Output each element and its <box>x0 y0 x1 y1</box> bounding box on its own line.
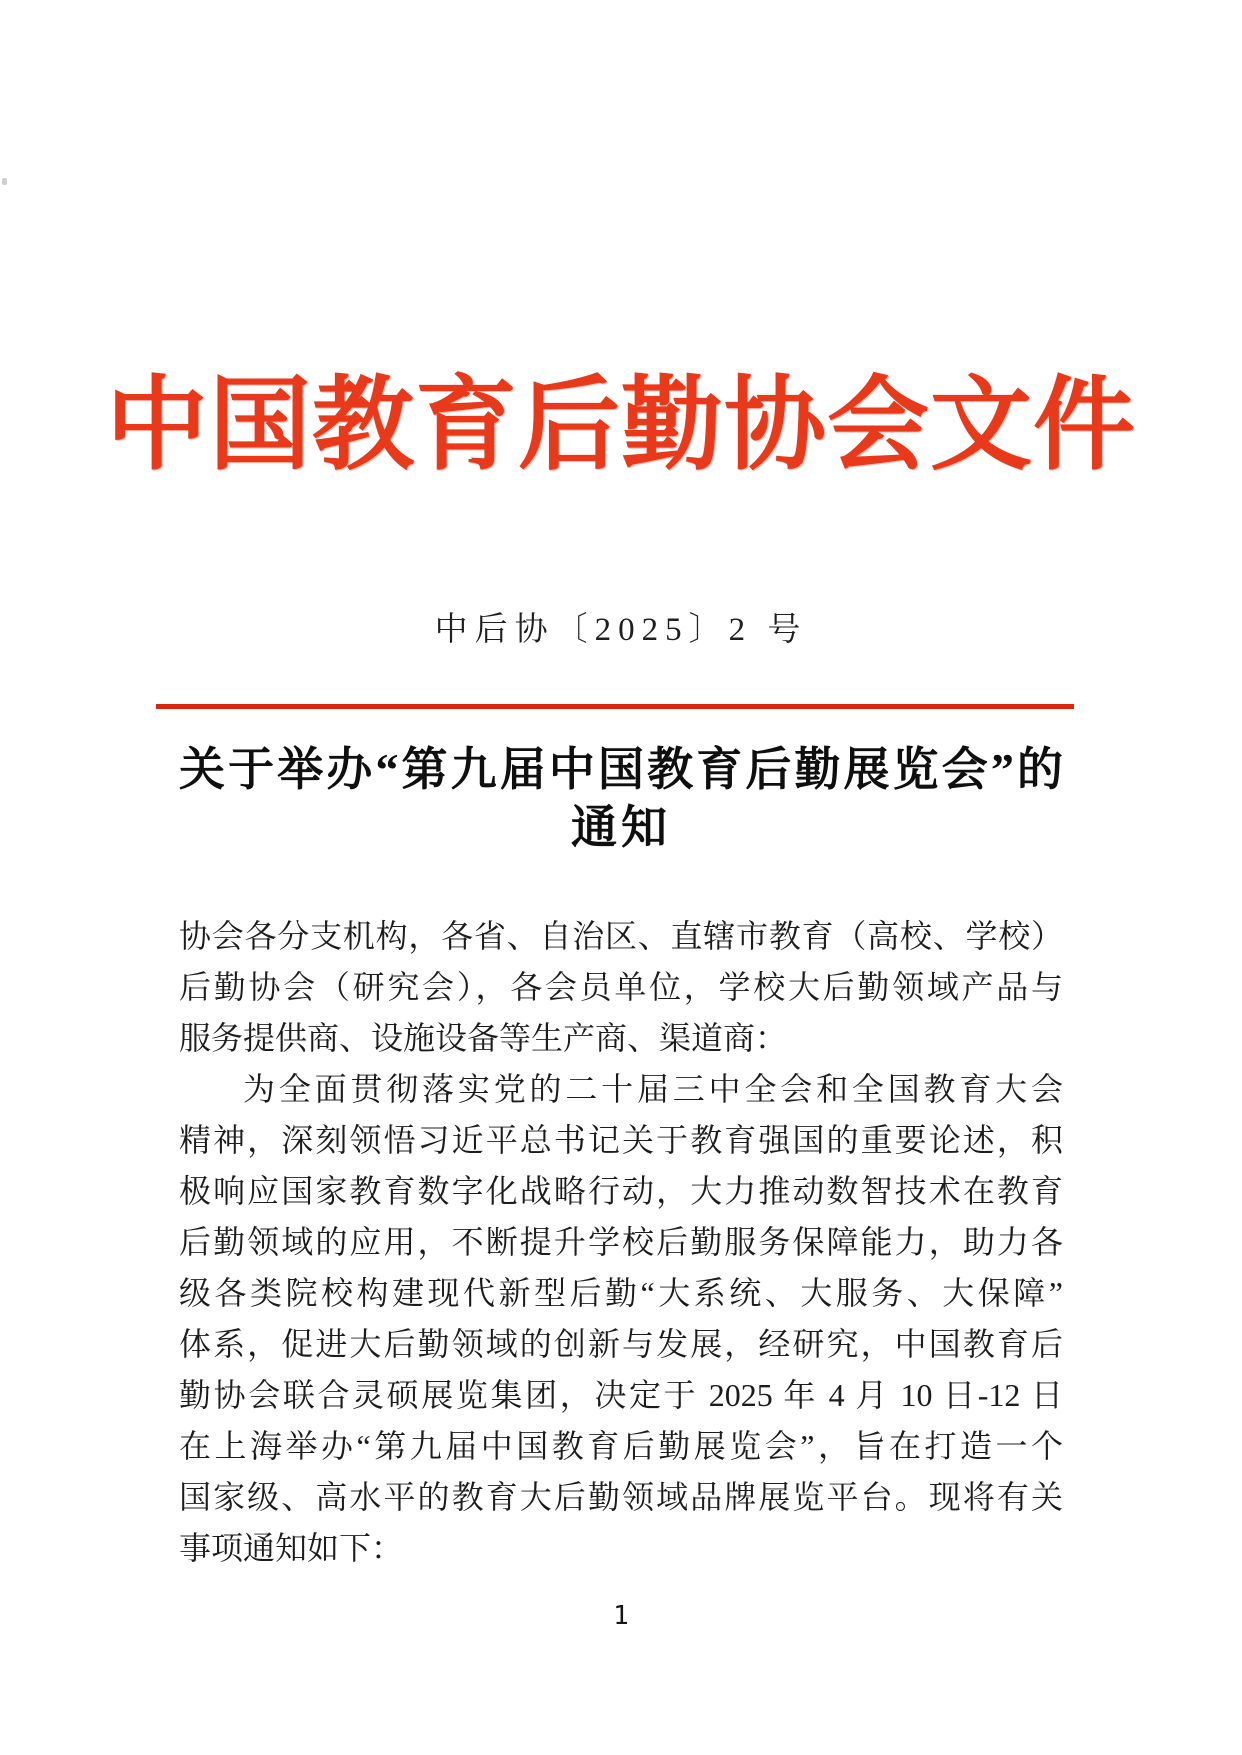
body-text-line: 后勤领域的应用，不断提升学校后勤服务保障能力，助力各 <box>179 1224 1063 1260</box>
body-text <box>179 911 1063 1574</box>
body-text-line: 后勤协会（研究会），各会员单位，学校大后勤领域产品与 <box>179 969 1063 1005</box>
notice-title-line2: 通知 <box>571 802 671 853</box>
body-text-line: 精神，深刻领悟习近平总书记关于教育强国的重要论述，积 <box>179 1122 1063 1158</box>
document-number: 中后协〔2025〕2 号 <box>434 612 808 648</box>
body-text-line: 勤协会联合灵硕展览集团，决定于 2025 年 4 月 10 日-12 日 <box>179 1377 1063 1413</box>
notice-title-line1: 关于举办“第九届中国教育后勤展览会”的 <box>179 744 1063 795</box>
red-divider-rule <box>156 704 1074 709</box>
scan-speck-artifact <box>2 178 7 185</box>
body-text-line: 国家级、高水平的教育大后勤领域品牌展览平台。现将有关 <box>179 1479 1063 1515</box>
body-text-line: 服务提供商、设施设备等生产商、渠道商： <box>179 1020 788 1056</box>
notice-title <box>179 741 1063 857</box>
page-number: 1 <box>613 1601 629 1631</box>
body-text-line: 协会各分支机构，各省、自治区、直辖市教育（高校、学校） <box>179 918 1063 954</box>
body-text-line: 体系，促进大后勤领域的创新与发展，经研究，中国教育后 <box>179 1326 1063 1362</box>
letterhead-title: 中国教育后勤协会文件 <box>106 370 1136 483</box>
body-text-line: 级各类院校构建现代新型后勤“大系统、大服务、大保障” <box>179 1275 1063 1311</box>
body-text-line: 事项通知如下： <box>179 1530 404 1566</box>
body-text-line: 极响应国家教育数字化战略行动，大力推动数智技术在教育 <box>179 1173 1063 1209</box>
body-text-line: 在上海举办“第九届中国教育后勤展览会”，旨在打造一个 <box>179 1428 1063 1464</box>
body-text-line: 为全面贯彻落实党的二十届三中全会和全国教育大会 <box>243 1071 1063 1107</box>
